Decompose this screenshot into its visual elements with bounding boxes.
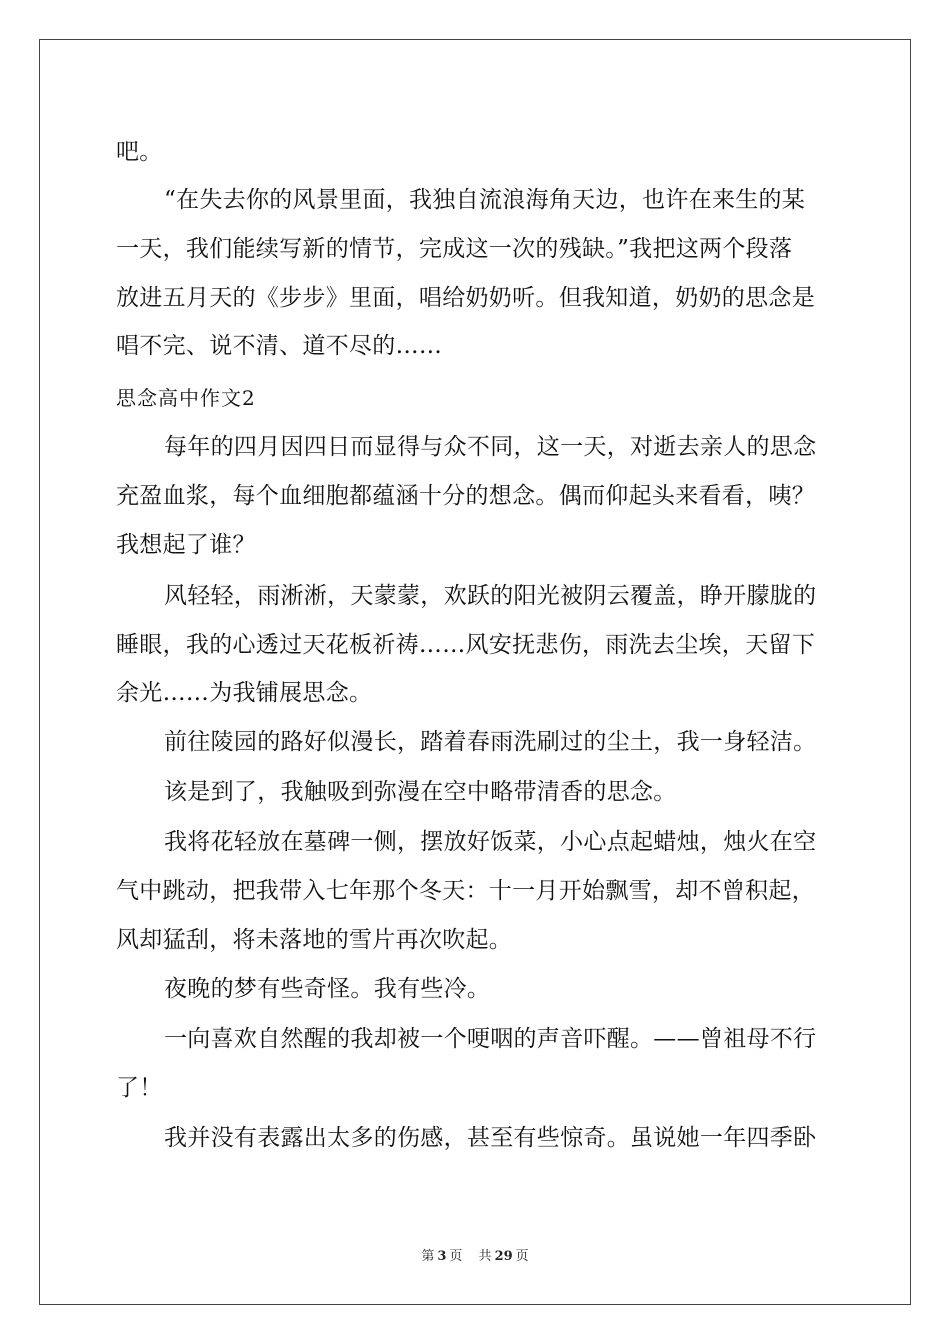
text-line: 一向喜欢自然醒的我却被一个哽咽的声音吓醒。——曾祖母不行: [164, 1026, 817, 1052]
total-suffix: 页: [515, 1249, 529, 1264]
text-line: 我将花轻放在墓碑一侧，摆放好饭菜，小心点起蜡烛，烛火在空: [164, 829, 817, 855]
text-line: 前往陵园的路好似漫长，踏着春雨洗刷过的尘土，我一身轻洁。: [164, 729, 817, 755]
total-pages: 29: [494, 1249, 513, 1264]
text-line: “在失去你的风景里面，我独自流浪海角天边，也许在来生的某: [164, 187, 806, 213]
page-indicator: [418, 1249, 465, 1264]
text-line: 唱不完、说不清、道不尽的……: [116, 333, 443, 359]
text-line: 放进五月天的《步步》里面，唱给奶奶听。但我知道，奶奶的思念是: [116, 285, 815, 311]
text-line: 风轻轻，雨淅淅，天蒙蒙，欢跃的阳光被阴云覆盖，睁开朦胧的: [164, 583, 817, 609]
text-line: 我并没有表露出太多的伤感，甚至有些惊奇。虽说她一年四季卧: [164, 1125, 817, 1151]
text-line: 气中跳动，把我带入七年那个冬天：十一月开始飘雪，却不曾积起，: [116, 878, 815, 904]
text-line: 睡眼，我的心透过天花板祈祷……风安抚悲伤，雨洗去尘埃，天留下: [116, 632, 815, 658]
total-prefix: 共: [478, 1249, 492, 1264]
page-border: [39, 39, 911, 1305]
text-line: 余光……为我铺展思念。: [116, 680, 373, 706]
text-line: 每年的四月因四日而显得与众不同，这一天，对逝去亲人的思念: [164, 434, 817, 460]
page-suffix: 页: [449, 1249, 463, 1264]
text-line: 夜晚的梦有些奇怪。我有些冷。: [164, 976, 491, 1002]
page-prefix: 第: [421, 1249, 435, 1264]
total-indicator: [476, 1249, 532, 1264]
section-heading: 思念高中作文2: [116, 386, 256, 410]
text-line: 该是到了，我触吸到弥漫在空中略带清香的思念。: [164, 779, 677, 805]
text-line: 吧。: [116, 139, 163, 165]
text-line: 了！: [116, 1075, 163, 1101]
page-footer: [0, 1245, 950, 1264]
text-line: 一天，我们能续写新的情节，完成这一次的残缺。”我把这两个段落: [116, 236, 793, 262]
text-line: 充盈血浆，每个血细胞都蕴涵十分的想念。偶而仰起头来看看，咦？: [116, 483, 815, 509]
text-line: 风却猛刮，将未落地的雪片再次吹起。: [116, 927, 513, 953]
text-line: 我想起了谁？: [116, 532, 256, 558]
page-number: 3: [437, 1249, 447, 1264]
